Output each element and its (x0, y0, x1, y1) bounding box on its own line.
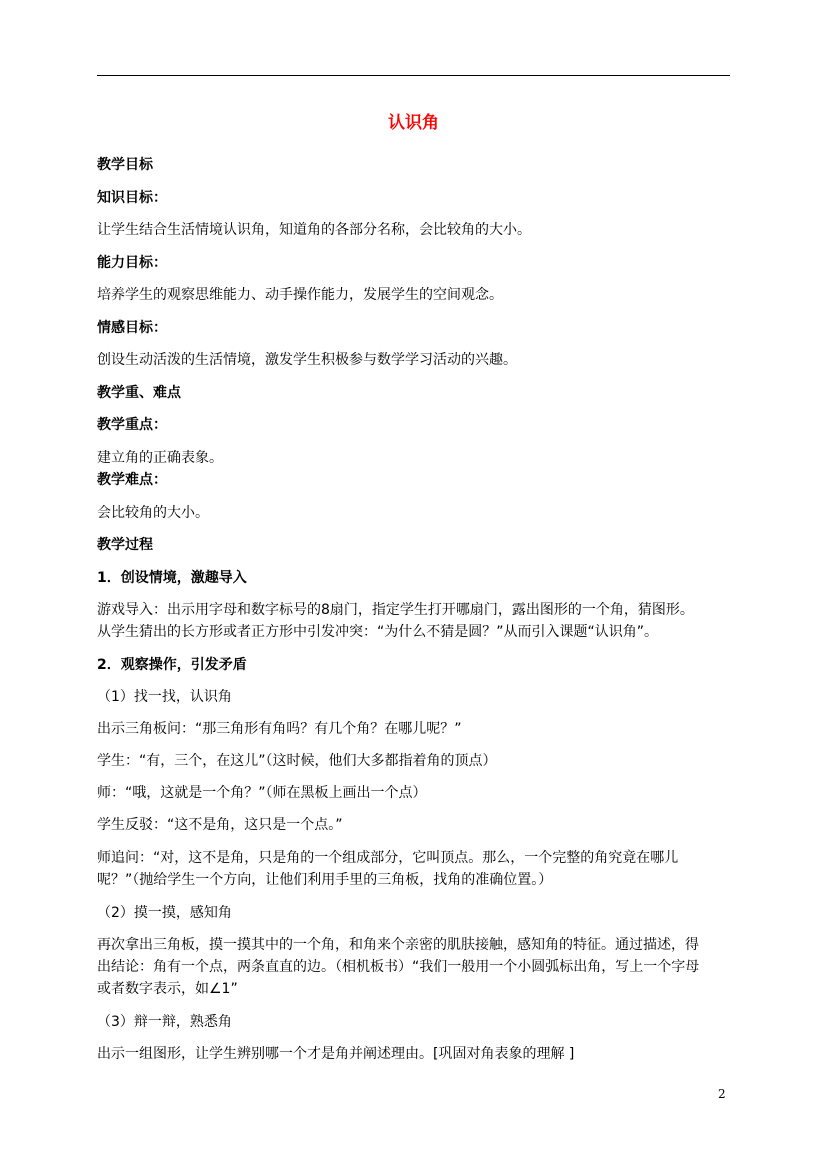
subheading-ability: 能力目标： (97, 255, 167, 271)
paragraph-game-intro: 游戏导入：出示用字母和数字标号的8扇门，指定学生打开哪扇门，露出图形的一个角，猜图形。 (97, 602, 694, 618)
paragraph-difficulty: 会比较角的大小。 (97, 505, 209, 521)
page-number: 2 (718, 1087, 726, 1101)
paragraph-key-point: 建立角的正确表象。 (97, 450, 223, 466)
paragraph-touch-angle: 再次拿出三角板，摸一摸其中的一个角，和角来个亲密的肌肤接触，感知角的特征。通过描述，得 (97, 937, 699, 953)
paragraph-touch-angle-cont: 出结论：角有一个点，两条直直的边。（相机板书）“我们一般用一个小圆弧标出角，写上一个字母 (97, 959, 700, 975)
section-heading-objectives: 教学目标 (97, 157, 153, 173)
dialogue-teacher-followup: 师追问：“对，这不是角，只是角的一个组成部分，它叫顶点。那么，一个完整的角究竟在哪儿 (97, 850, 679, 866)
dialogue-student-answer: 学生：“有，三个，在这儿”（这时候，他们大多都指着角的顶点） (97, 753, 497, 769)
document-title: 认识角 (388, 113, 439, 133)
subheading-emotion: 情感目标： (97, 320, 167, 336)
subheading-knowledge: 知识目标： (97, 190, 167, 206)
section-heading-process: 教学过程 (97, 537, 153, 553)
step-heading-1: 1．创设情境，激趣导入 (97, 570, 247, 586)
paragraph-touch-angle-end: 或者数字表示，如∠1” (97, 981, 238, 997)
activity-heading-2: （2）摸一摸，感知角 (97, 905, 232, 921)
subheading-key-point: 教学重点： (97, 417, 167, 433)
subheading-difficulty: 教学难点： (97, 472, 167, 488)
paragraph-knowledge: 让学生结合生活情境认识角，知道角的各部分名称，会比较角的大小。 (97, 222, 531, 238)
paragraph-emotion: 创设生动活泼的生活情境，激发学生积极参与数学学习活动的兴趣。 (97, 352, 517, 368)
dialogue-teacher-question: 出示三角板问：“那三角形有角吗？有几个角？在哪儿呢？” (97, 721, 462, 737)
step-heading-2: 2．观察操作，引发矛盾 (97, 657, 247, 673)
paragraph-ability: 培养学生的观察思维能力、动手操作能力，发展学生的空间观念。 (97, 287, 503, 303)
paragraph-game-intro-cont: 从学生猜出的长方形或者正方形中引发冲突：“为什么不猜是圆？”从而引入课题“认识角”。 (97, 624, 659, 640)
activity-heading-1: （1）找一找，认识角 (97, 689, 232, 705)
section-heading-key-points: 教学重、难点 (97, 385, 181, 401)
header-rule (97, 75, 730, 76)
activity-heading-3: （3）辩一辩，熟悉角 (97, 1014, 232, 1030)
dialogue-student-rebuttal: 学生反驳：“这不是角，这只是一个点。” (97, 817, 343, 833)
paragraph-identify-angle: 出示一组图形，让学生辨别哪一个才是角并阐述理由。[巩固对角表象的理解 ] (97, 1046, 575, 1062)
dialogue-teacher-followup-cont: 呢？”（抛给学生一个方向，让他们利用手里的三角板，找角的准确位置。） (97, 872, 553, 888)
dialogue-teacher-dot: 师：“哦，这就是一个角？”（师在黑板上画出一个点） (97, 785, 427, 801)
